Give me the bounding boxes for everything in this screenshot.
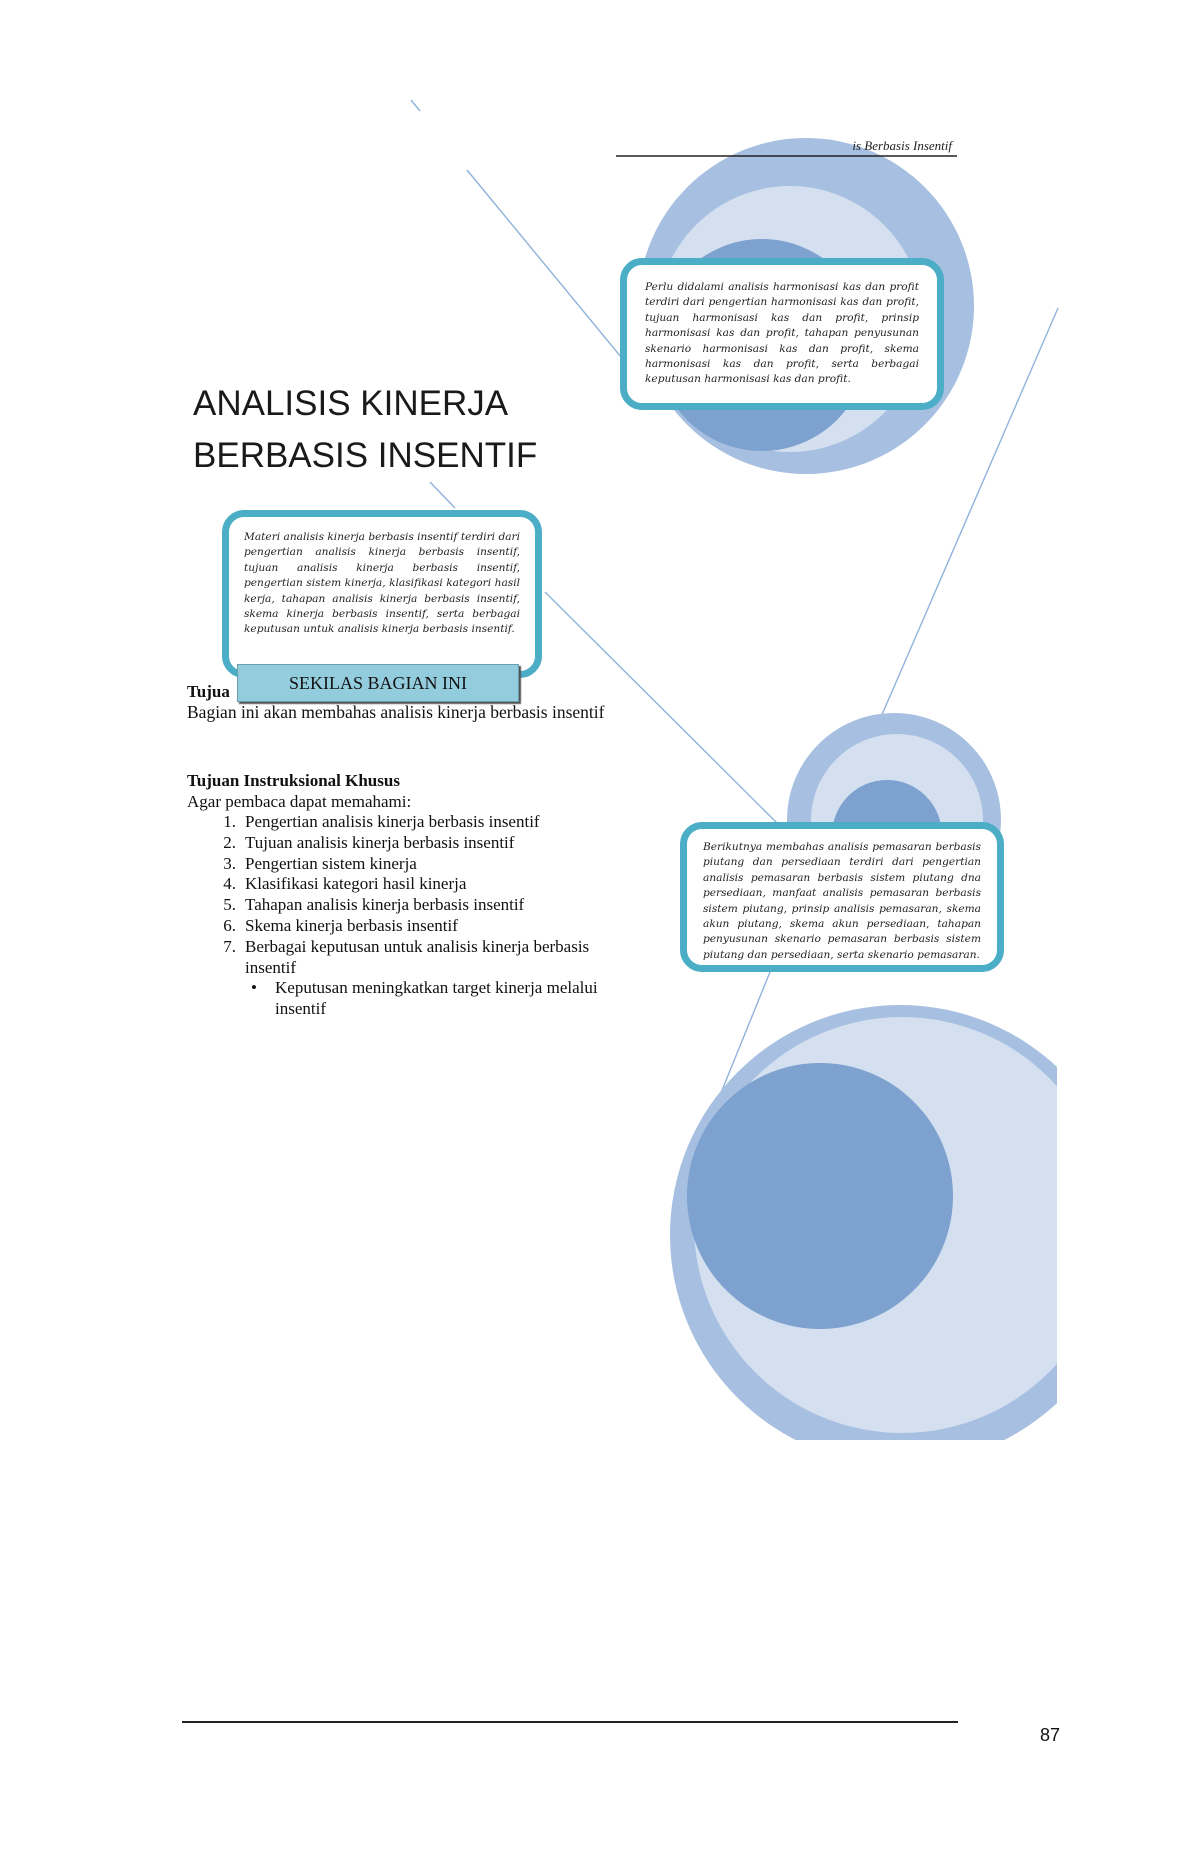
list-item bbox=[187, 895, 627, 916]
page-number: 87 bbox=[1039, 1725, 1060, 1745]
list-item-text: Skema kinerja berbasis insentif bbox=[245, 915, 458, 935]
chapter-title bbox=[193, 378, 537, 482]
tujuan-khusus-intro: Agar pembaca dapat memahami: bbox=[187, 792, 412, 811]
bullet-subitem bbox=[187, 978, 627, 1020]
list-item-number: 3. bbox=[223, 853, 236, 873]
list-item-text: Tahapan analisis kinerja berbasis insentif bbox=[245, 895, 525, 915]
bullet-icon: • bbox=[251, 978, 257, 998]
callout-materi: Materi analisis kinerja berbasis insentif terdiri dari pengertian analisis kinerja berbasis insentif, tujuan analisis kinerja berbasis insentif, pengertian sistem kinerja, klasifikasi kategori hasil kerja, tahapan analisis kinerja berbasis insentif, skema kinerja berbasis insentif, serta berbagai keputusan untuk analisis kinerja berbasis insentif. bbox=[222, 510, 542, 678]
callout-pemasaran: Berikutnya membahas analisis pemasaran berbasis piutang dan persediaan terdiri dari pengertian analisis pemasaran berbasis sistem piutang dna persediaan, manfaat analisis pemasaran berbasis sistem piutang, prinsip analisis pemasaran, skema akun piutang, skema akun persediaan, tahapan penyusunan skenario pemasaran berbasis sistem piutang dan persediaan, serta skenario pemasaran. bbox=[680, 822, 1004, 972]
list-item-number: 6. bbox=[223, 915, 236, 935]
list-item-number: 5. bbox=[223, 895, 236, 915]
tujuan-umum-text: Bagian ini akan membahas analisis kinerja berbasis insentif bbox=[187, 702, 605, 722]
list-item-text: Pengertian sistem kinerja bbox=[245, 853, 417, 873]
tujuan-khusus-heading: Tujuan Instruksional Khusus bbox=[187, 771, 400, 790]
list-item-text: Tujuan analisis kinerja berbasis insentif bbox=[245, 832, 515, 852]
circle-group-bottom bbox=[670, 1005, 1130, 1465]
list-item-number: 7. bbox=[223, 936, 236, 956]
list-item-number: 4. bbox=[223, 874, 236, 894]
list-item bbox=[187, 916, 627, 937]
list-item bbox=[187, 937, 627, 979]
chapter-title-line-2: BERBASIS INSENTIF bbox=[193, 436, 538, 475]
list-item-text: Berbagai keputusan untuk analisis kinerja berbasis insentif bbox=[245, 936, 590, 977]
running-header: is Berbasis Insentif bbox=[852, 138, 952, 153]
list-item-text: Pengertian analisis kinerja berbasis insentif bbox=[245, 812, 540, 831]
list-item bbox=[187, 874, 627, 895]
objectives-list bbox=[187, 812, 627, 1020]
sekilas-bagian-label: SEKILAS BAGIAN INI bbox=[237, 664, 519, 702]
list-item bbox=[187, 854, 627, 875]
tujuan-umum-heading: Tujua bbox=[187, 682, 230, 701]
list-item bbox=[187, 812, 627, 833]
list-item bbox=[187, 833, 627, 854]
list-item-number: 1. bbox=[223, 812, 236, 831]
chapter-title-line-1: ANALISIS KINERJA bbox=[193, 384, 509, 423]
footer-rule bbox=[182, 1721, 958, 1723]
bullet-subitem-text: Keputusan meningkatkan target kinerja melalui insentif bbox=[275, 978, 598, 1019]
callout-harmonisasi: Perlu didalami analisis harmonisasi kas dan profit terdiri dari pengertian harmonisasi kas dan profit, tujuan harmonisasi kas dan profit, prinsip harmonisasi kas dan profit, tahapan penyusunan skenario harmonisasi kas dan profit, skema harmonisasi kas dan profit, serta berbagai keputusan harmonisasi kas dan profit. bbox=[620, 258, 944, 410]
list-item-text: Klasifikasi kategori hasil kinerja bbox=[245, 874, 467, 894]
list-item-number: 2. bbox=[223, 832, 236, 852]
